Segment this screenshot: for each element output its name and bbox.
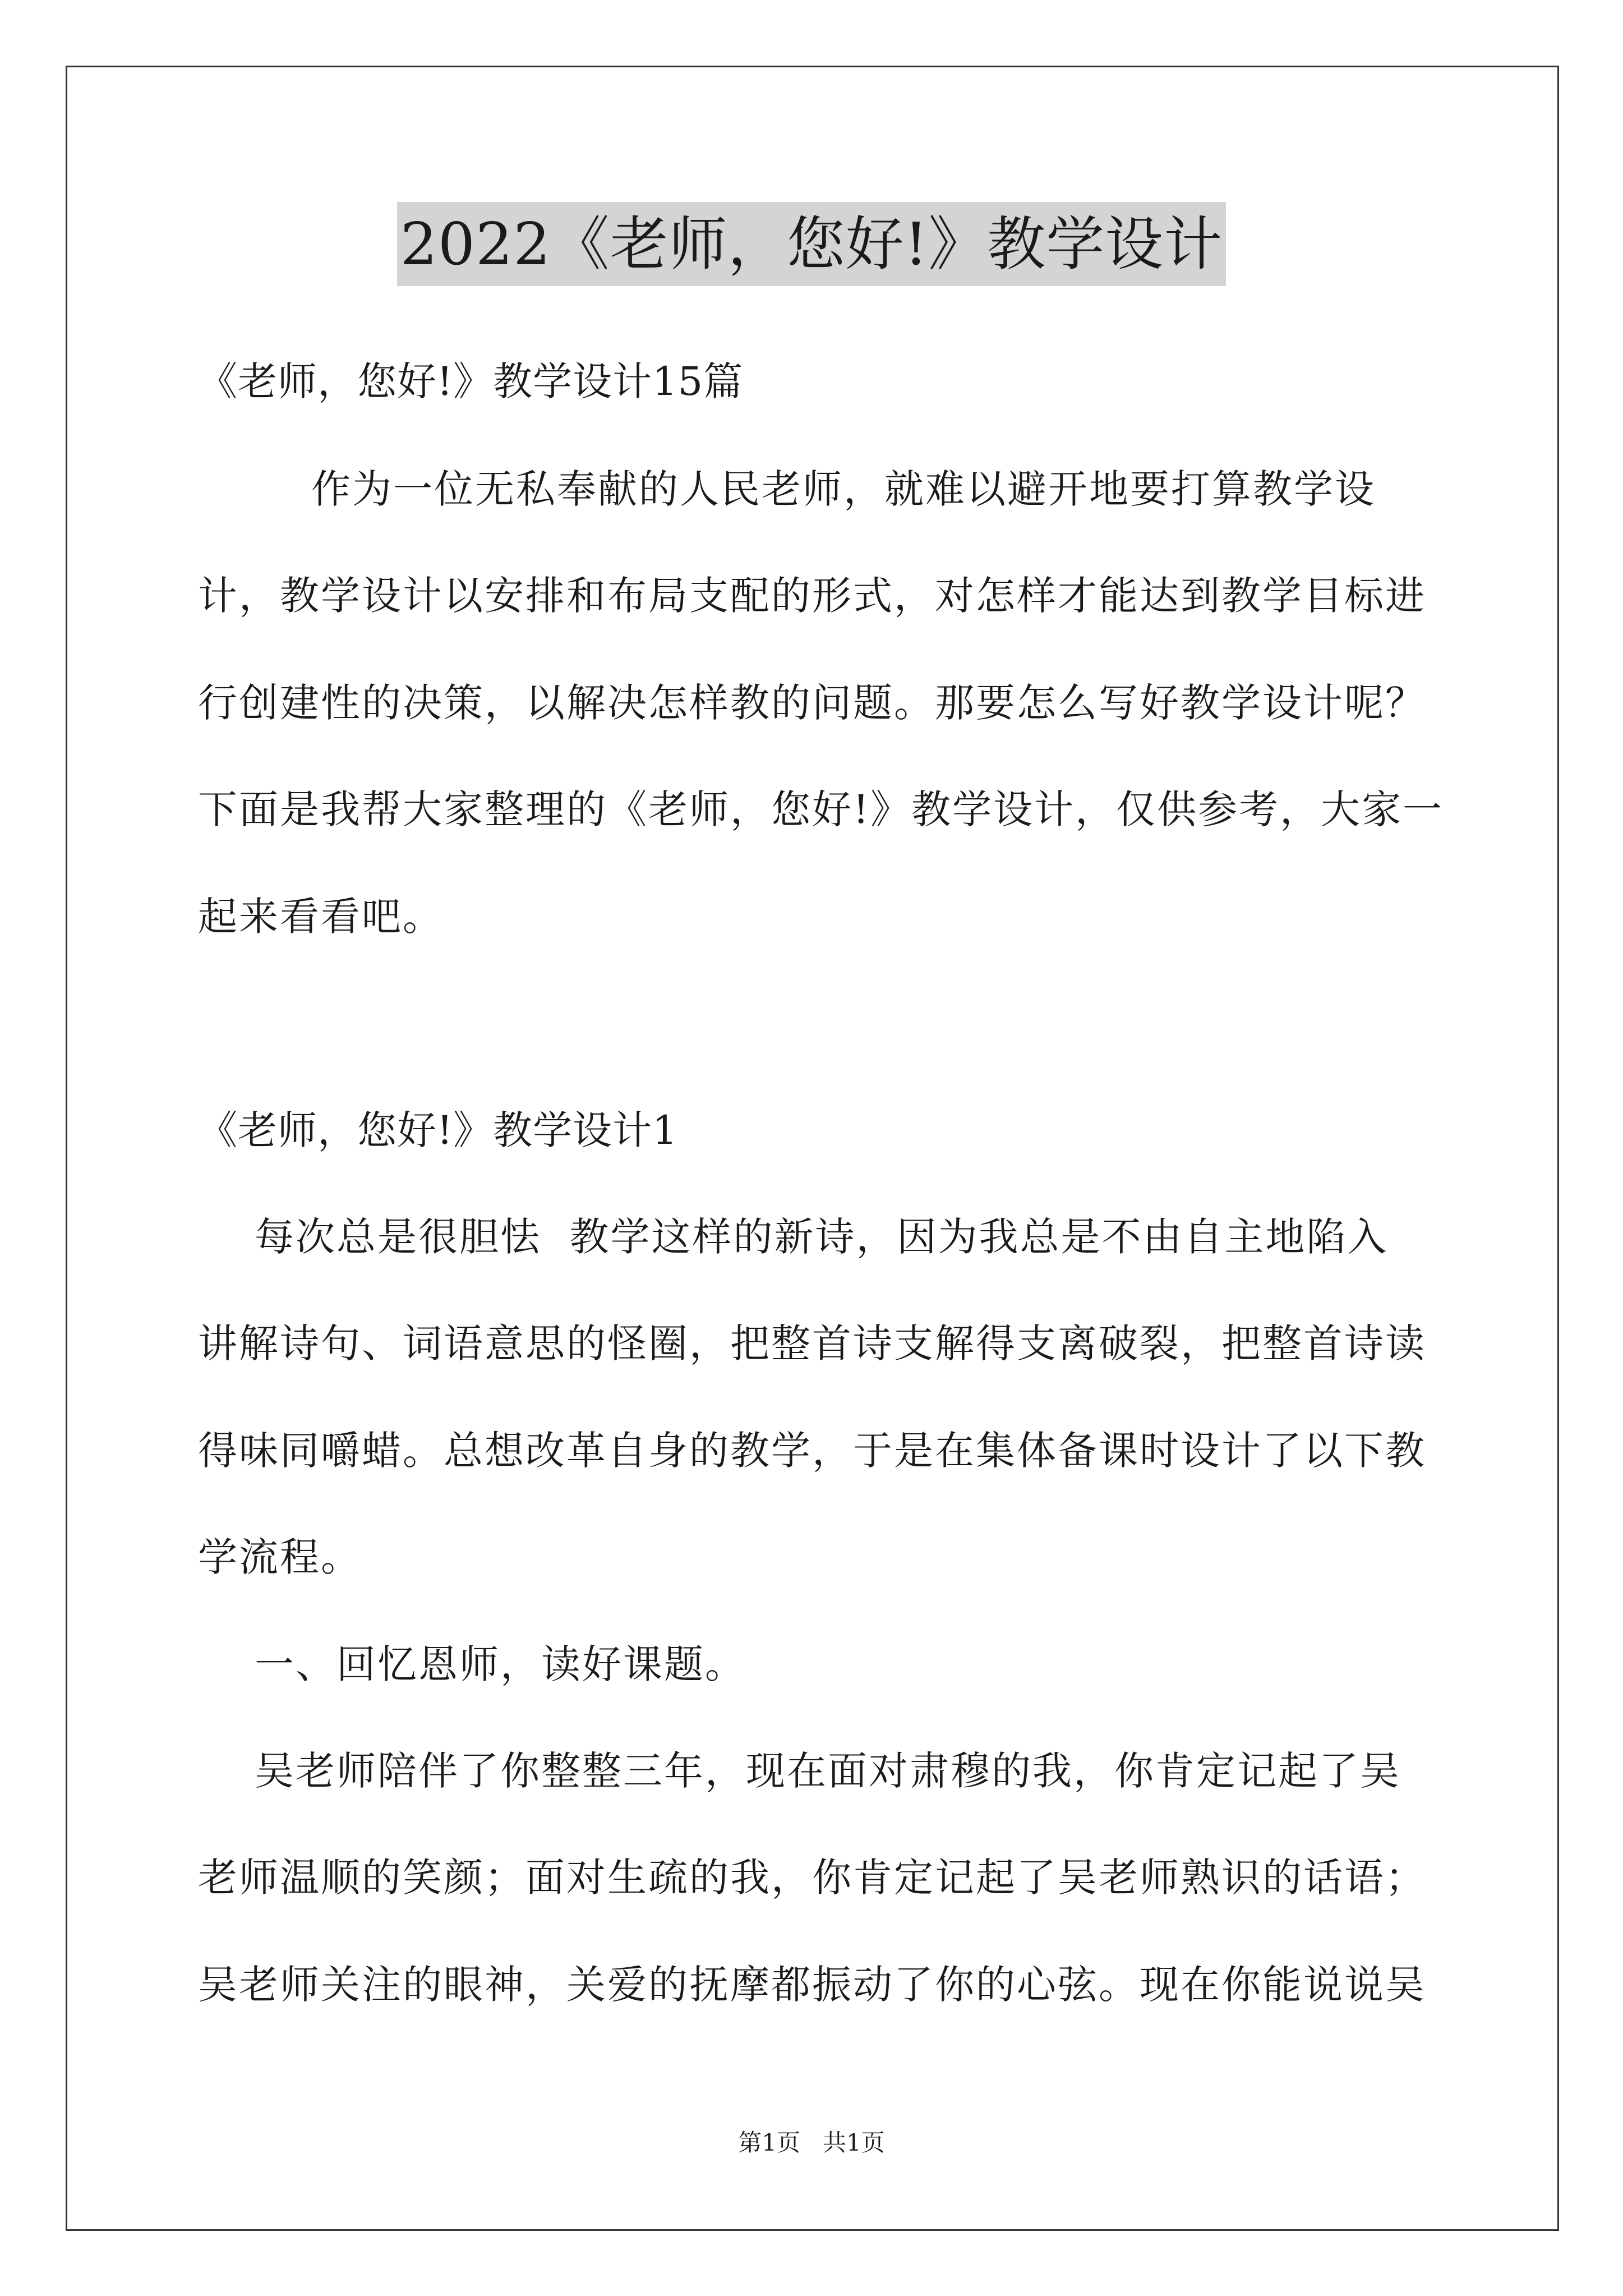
- intro-line-3: 行创建性的决策，以解决怎样教的问题。那要怎么写好教学设计呢？: [198, 680, 1426, 726]
- title-container: [0, 202, 1623, 286]
- intro-line-5: 起来看看吧。: [198, 894, 444, 940]
- section-heading: 《老师，您好!》教学设计1: [198, 1107, 678, 1153]
- section-line-4: 学流程。: [198, 1534, 362, 1580]
- subtitle: 《老师，您好!》教学设计15篇: [198, 358, 744, 404]
- intro-line-2: 计，教学设计以安排和布局支配的形式，对怎样才能达到教学目标进: [198, 573, 1426, 619]
- document-title: 2022《老师，您好!》教学设计: [397, 202, 1226, 286]
- section-line-8: 吴老师关注的眼神，关爱的抚摩都振动了你的心弦。现在你能说说吴: [198, 1962, 1426, 2008]
- section-line-2: 讲解诗句、词语意思的怪圈，把整首诗支解得支离破裂，把整首诗读: [198, 1320, 1426, 1366]
- section-line-5: 一、回忆恩师，读好课题。: [198, 1641, 746, 1687]
- section-line-3: 得味同嚼蜡。总想改革自身的教学，于是在集体备课时设计了以下教: [198, 1428, 1426, 1474]
- section-line-1: 每次总是很胆怯 教学这样的新诗，因为我总是不由自主地陷入: [198, 1214, 1389, 1260]
- section-line-6: 吴老师陪伴了你整整三年，现在面对肃穆的我，你肯定记起了吴: [198, 1748, 1401, 1794]
- intro-line-4: 下面是我帮大家整理的《老师，您好!》教学设计，仅供参考，大家一: [198, 786, 1444, 832]
- intro-line-1: 作为一位无私奉献的人民老师，就难以避开地要打算教学设: [198, 466, 1376, 512]
- page-footer: 第1页 共1页: [738, 2129, 885, 2156]
- section-line-7: 老师温顺的笑颜；面对生疏的我，你肯定记起了吴老师熟识的话语；: [198, 1855, 1426, 1901]
